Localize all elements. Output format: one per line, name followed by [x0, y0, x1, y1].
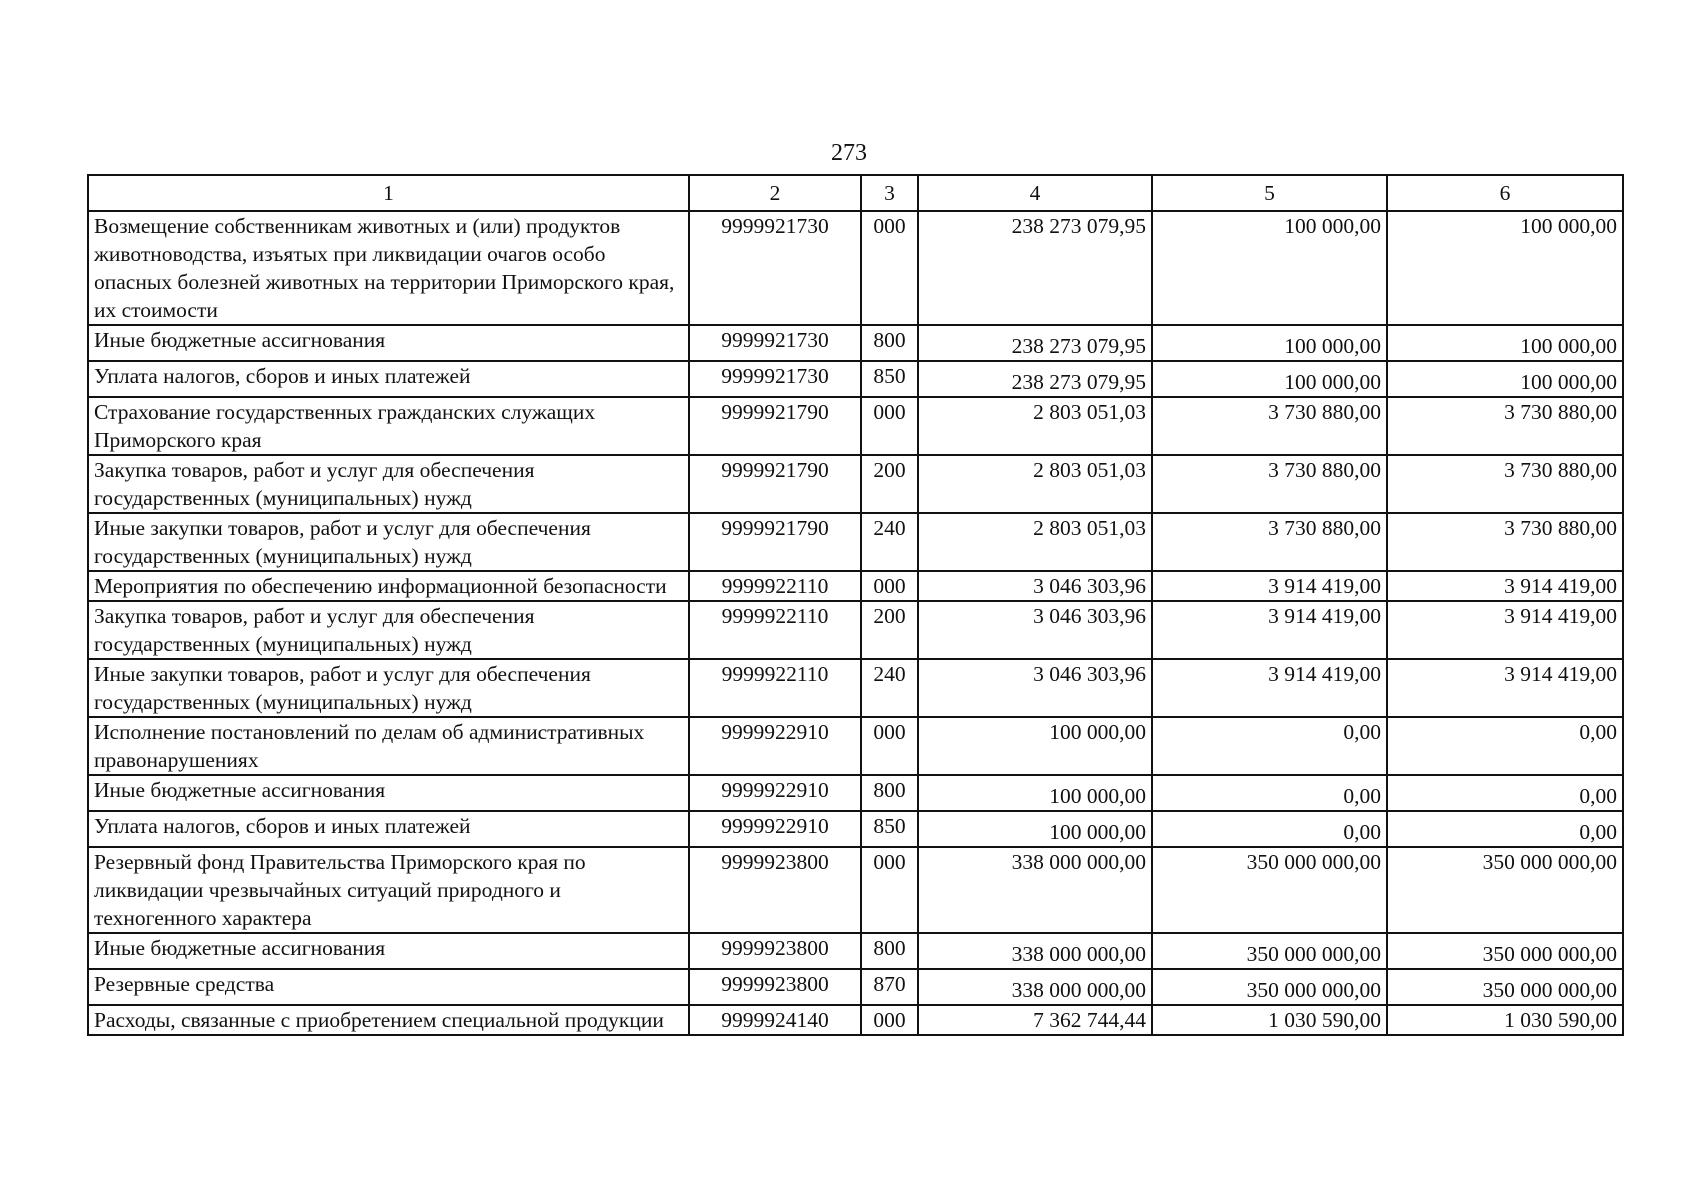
row-amount-4: 100 000,00 [918, 811, 1152, 847]
row-amount-4: 238 273 079,95 [918, 325, 1152, 361]
row-amount-4: 338 000 000,00 [918, 933, 1152, 969]
row-amount-5: 3 914 419,00 [1152, 571, 1387, 601]
row-name: Иные бюджетные ассигнования [88, 933, 689, 969]
row-amount-6: 100 000,00 [1387, 325, 1623, 361]
table-row [88, 455, 1623, 513]
row-amount-4: 238 273 079,95 [918, 211, 1152, 325]
row-name: Резервные средства [88, 969, 689, 1005]
row-amount-4: 3 046 303,96 [918, 659, 1152, 717]
row-code: 9999924140 [689, 1005, 861, 1035]
table-row [88, 397, 1623, 455]
row-code: 9999922110 [689, 601, 861, 659]
row-amount-5: 1 030 590,00 [1152, 1005, 1387, 1035]
row-type: 000 [861, 211, 918, 325]
column-header: 6 [1387, 175, 1623, 211]
row-amount-4: 100 000,00 [918, 775, 1152, 811]
table-row [88, 717, 1623, 775]
row-name: Иные бюджетные ассигнования [88, 775, 689, 811]
row-code: 9999922910 [689, 775, 861, 811]
table-row [88, 659, 1623, 717]
row-amount-5: 3 730 880,00 [1152, 455, 1387, 513]
row-amount-5: 0,00 [1152, 811, 1387, 847]
table-row [88, 211, 1623, 325]
row-name: Возмещение собственникам животных и (или) продуктов животноводства, изъятых при ликвидации очагов особо опасных болезней животных на территории Приморского края, их стоимости [88, 211, 689, 325]
table-row [88, 933, 1623, 969]
row-code: 9999921790 [689, 513, 861, 571]
row-type: 800 [861, 325, 918, 361]
table-row [88, 325, 1623, 361]
column-header: 3 [861, 175, 918, 211]
row-type: 800 [861, 933, 918, 969]
table-row [88, 601, 1623, 659]
row-name: Уплата налогов, сборов и иных платежей [88, 361, 689, 397]
table-row [88, 811, 1623, 847]
row-amount-4: 338 000 000,00 [918, 969, 1152, 1005]
row-amount-5: 100 000,00 [1152, 361, 1387, 397]
column-header: 1 [88, 175, 689, 211]
row-amount-5: 100 000,00 [1152, 211, 1387, 325]
table-row [88, 969, 1623, 1005]
row-code: 9999922910 [689, 811, 861, 847]
row-code: 9999923800 [689, 933, 861, 969]
row-type: 000 [861, 717, 918, 775]
row-code: 9999921730 [689, 211, 861, 325]
table-row [88, 847, 1623, 933]
row-code: 9999922910 [689, 717, 861, 775]
row-name: Исполнение постановлений по делам об административных правонарушениях [88, 717, 689, 775]
row-code: 9999921730 [689, 325, 861, 361]
row-amount-6: 0,00 [1387, 717, 1623, 775]
table-row [88, 571, 1623, 601]
row-amount-5: 0,00 [1152, 717, 1387, 775]
table-row [88, 361, 1623, 397]
row-amount-6: 3 914 419,00 [1387, 601, 1623, 659]
row-amount-6: 100 000,00 [1387, 361, 1623, 397]
row-amount-6: 3 730 880,00 [1387, 397, 1623, 455]
row-amount-6: 3 730 880,00 [1387, 513, 1623, 571]
row-amount-6: 1 030 590,00 [1387, 1005, 1623, 1035]
row-code: 9999923800 [689, 969, 861, 1005]
row-amount-6: 3 730 880,00 [1387, 455, 1623, 513]
row-amount-6: 100 000,00 [1387, 211, 1623, 325]
row-amount-6: 0,00 [1387, 811, 1623, 847]
row-type: 240 [861, 659, 918, 717]
table-row [88, 513, 1623, 571]
row-amount-4: 2 803 051,03 [918, 455, 1152, 513]
row-amount-4: 238 273 079,95 [918, 361, 1152, 397]
row-type: 200 [861, 455, 918, 513]
row-type: 850 [861, 361, 918, 397]
row-name: Закупка товаров, работ и услуг для обеспечения государственных (муниципальных) нужд [88, 601, 689, 659]
row-amount-6: 3 914 419,00 [1387, 659, 1623, 717]
row-type: 000 [861, 847, 918, 933]
row-amount-5: 100 000,00 [1152, 325, 1387, 361]
row-code: 9999923800 [689, 847, 861, 933]
row-amount-6: 350 000 000,00 [1387, 847, 1623, 933]
row-amount-5: 350 000 000,00 [1152, 847, 1387, 933]
column-header: 4 [918, 175, 1152, 211]
column-header: 2 [689, 175, 861, 211]
row-type: 200 [861, 601, 918, 659]
table-header-row [88, 175, 1623, 211]
row-amount-6: 350 000 000,00 [1387, 933, 1623, 969]
table-row [88, 1005, 1623, 1035]
row-type: 870 [861, 969, 918, 1005]
row-amount-6: 0,00 [1387, 775, 1623, 811]
row-amount-4: 2 803 051,03 [918, 397, 1152, 455]
row-amount-5: 3 914 419,00 [1152, 601, 1387, 659]
row-amount-6: 3 914 419,00 [1387, 571, 1623, 601]
row-name: Резервный фонд Правительства Приморского края по ликвидации чрезвычайных ситуаций природного и техногенного характера [88, 847, 689, 933]
row-amount-5: 350 000 000,00 [1152, 933, 1387, 969]
row-name: Закупка товаров, работ и услуг для обеспечения государственных (муниципальных) нужд [88, 455, 689, 513]
column-header: 5 [1152, 175, 1387, 211]
budget-table [87, 174, 1624, 1036]
row-amount-6: 350 000 000,00 [1387, 969, 1623, 1005]
row-name: Страхование государственных гражданских служащих Приморского края [88, 397, 689, 455]
row-name: Мероприятия по обеспечению информационной безопасности [88, 571, 689, 601]
row-amount-5: 350 000 000,00 [1152, 969, 1387, 1005]
row-amount-4: 338 000 000,00 [918, 847, 1152, 933]
row-name: Расходы, связанные с приобретением специальной продукции [88, 1005, 689, 1035]
row-amount-4: 3 046 303,96 [918, 601, 1152, 659]
row-name: Иные бюджетные ассигнования [88, 325, 689, 361]
row-code: 9999921730 [689, 361, 861, 397]
row-type: 000 [861, 1005, 918, 1035]
row-type: 800 [861, 775, 918, 811]
row-name: Иные закупки товаров, работ и услуг для обеспечения государственных (муниципальных) нужд [88, 659, 689, 717]
page-number: 273 [831, 140, 867, 166]
row-type: 850 [861, 811, 918, 847]
row-name: Иные закупки товаров, работ и услуг для обеспечения государственных (муниципальных) нужд [88, 513, 689, 571]
row-amount-4: 7 362 744,44 [918, 1005, 1152, 1035]
table-row [88, 775, 1623, 811]
row-code: 9999921790 [689, 397, 861, 455]
row-code: 9999922110 [689, 571, 861, 601]
row-amount-5: 3 914 419,00 [1152, 659, 1387, 717]
row-amount-5: 3 730 880,00 [1152, 397, 1387, 455]
row-type: 000 [861, 397, 918, 455]
row-amount-5: 3 730 880,00 [1152, 513, 1387, 571]
row-type: 240 [861, 513, 918, 571]
row-amount-4: 3 046 303,96 [918, 571, 1152, 601]
row-type: 000 [861, 571, 918, 601]
row-amount-4: 2 803 051,03 [918, 513, 1152, 571]
row-amount-5: 0,00 [1152, 775, 1387, 811]
row-amount-4: 100 000,00 [918, 717, 1152, 775]
row-code: 9999921790 [689, 455, 861, 513]
row-code: 9999922110 [689, 659, 861, 717]
row-name: Уплата налогов, сборов и иных платежей [88, 811, 689, 847]
